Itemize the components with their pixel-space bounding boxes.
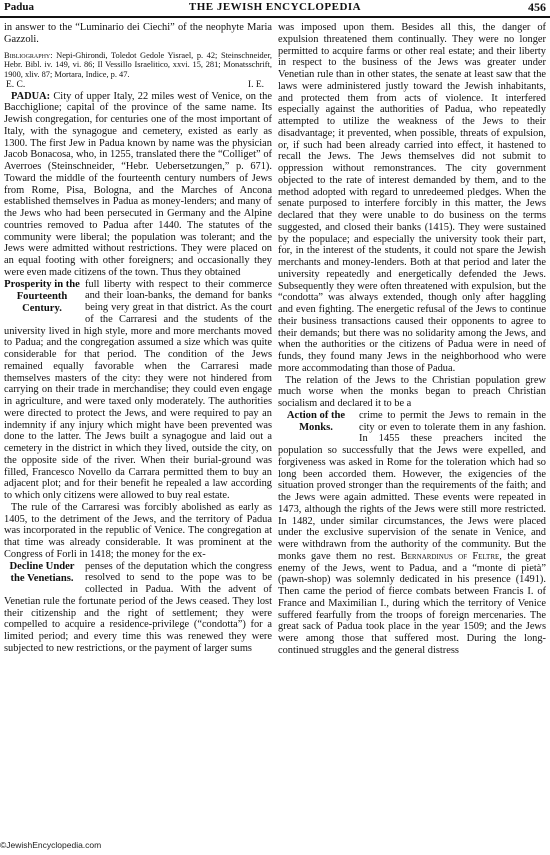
- paragraph-text: crime to permit the Jews to remain in the city or even to tolerate them in any fashion. In 1455 these preachers incited the population so successfully that the Jews were expelled, and forgiveness was asked in Rome for the toleration which had so long been accorded them. However, the exigencies of the situation proved stronger than the requirements of the faith; and the Jews were again admitted. These events were repeated in 1473, although the rights of the Jews were still more restricted. In 1482, under similar circumstances, the Jews were placed under the exclusive supervision of the senate in Venice, and were withdrawn from the authority of the community. But the monks gave them no rest.: [278, 409, 546, 562]
- signature-right: I. E.: [247, 79, 264, 90]
- bibliography-label: Bibliography:: [4, 50, 53, 60]
- header-rule: [0, 16, 550, 18]
- article-headword: PADUA:: [11, 90, 51, 102]
- header-article-name: Padua: [4, 1, 34, 13]
- article-paragraph: [4, 279, 272, 502]
- article-paragraph: was imposed upon them. Besides all this, the danger of expulsion threatened them continually. They were no longer permitted to acquire farms or other real estate; and their liberty in respect to the business of the Jews was greater under Venetian rule than in other states, the senate at least saw that the laws were administered justly toward the Jewish inhabitants, and protected them from acts of violence. It interfered especially against the authorities of Padua, who repeatedly attempted to utilize the weakness of the Jews to their disadvantage; it prevented, when possible, threats of expulsion, or, if such had been already carried into effect, it hastened to recall the Jews. The Jews themselves did not submit to oppression without remonstrances. The city government objected to the rate of interest demanded by them, and to the method adopted with regard to unredeemed pledges. When the senate purposed to interfere forcibly in this matter, the Jews declared that they were unable to do business on the terms suggested, and closed their banks (1415). They were sustained by the populace; and especially the university took their part, for, in the interest of the students, it could not spare the Jewish merchants and money-lenders. Both at that period and later the university repeatedly and energetically defended the Jews. Subsequently they were often threatened with expulsion, but the “condotta” was always extended, though only after haggling and even fighting. The energetic refusal of the Jews to continue their business transactions caused their opponents to agree to their demands; but there was no solidarity among the Jews, and when the authorities or the citizens of Padua were in need of funds, they found many Jews in the neighborhood who were more accommodating than those of Padua.: [278, 22, 546, 374]
- article-paragraph: The rule of the Carraresi was forcibly abolished as early as 1405, to the detriment of the Jews, and the territory of Padua was incorporated in the republic of Venice. The congregation at that time was already considerable. It was prominent at the Congress of Forli in 1418; the money for the ex-: [4, 501, 272, 560]
- header-title: THE JEWISH ENCYCLOPEDIA: [188, 1, 362, 13]
- copyright-footer: ©JewishEncyclopedia.com: [0, 840, 102, 850]
- article-paragraph: [4, 91, 272, 279]
- paragraph-text: full liberty with respect to their commerce and their loan-banks, the demand for banks being very great in that district. As the court of the Carraresi and the students of the university lived in high style, more and more merchants moved to Padua; and the congregation assumed a size which was quite considerable for that period. The condition of the Jews remained equally favorable when the Carraresi made themselves masters of the city: they were not hindered from carrying on their trade in merchandise; they could even engage in agriculture, and were taxed only moderately. The authorities were directed to protect the Jews, and were required to pay an indemnity if any injury which might have been prevented was done to the latter. The Jews built a synagogue and laid out a cemetery in the district in which they lived, outside the city, on the opposite side of the river. When their burial-ground was filled, Francesco Novello da Carrara permitted them to buy an adjacent plot; and for their benefit he repealed a law according to which only citizens were allowed to buy real estate.: [4, 278, 272, 502]
- sidenote-prosperity: Prosperity in the Fourteenth Century.: [4, 278, 80, 314]
- left-column: [4, 22, 272, 655]
- running-header: [4, 0, 546, 15]
- intro-text: in answer to the “Luminario dei Ciechi” of the neophyte Maria Gazzoli.: [4, 22, 272, 45]
- paragraph-text: City of upper Italy, 22 miles west of Venice, on the Bacchiglione; capital of the province of the same name. Its Jewish congregation, for centuries one of the most important of Italy, with the synagogue and cemetery, existed as early as 1300. The first Jew in Padua known by name was the physician Jacob Bonacosa, who, in 1255, translated there the “Colliget” of Averroes (Steinschneider, “Hebr. Uebersetzungen,” p. 671). Toward the middle of the fourteenth century numbers of Jews from Rome, Pisa, Bologna, and the Marches of Ancona established themselves in Padua as money-lenders; and many of the Jews who had been persecuted in Germany and the Alpine countries removed to Padua after 1440. The statutes of the community were liberal; the population was tolerant; and the Jews were admitted without restrictions. They were placed on an equal footing with other foreigners; and occasionally they were even made citizens of the town. Thus they obtained: [4, 90, 272, 278]
- person-name: Bernardinus of Feltre,: [400, 550, 502, 562]
- right-column: [278, 22, 546, 657]
- article-paragraph: The relation of the Jews to the Christian population grew much worse when the monks began to preach Christian socialism and declared it to be a: [278, 374, 546, 409]
- article-paragraph: [4, 561, 272, 655]
- article-paragraph: [278, 410, 546, 657]
- page-number: 456: [528, 0, 546, 14]
- bibliography: [4, 51, 272, 80]
- author-signature: [4, 80, 272, 91]
- sidenote-decline: Decline Under the Venetians.: [9, 560, 75, 584]
- paragraph-text: penses of the deputation which the congress resolved to send to the pope was to be collected in Padua. With the advent of Venetian rule the fortunate period of the Jews ceased. They lost their citizenship and the right of settlement; they were compelled to acquire a residence-privilege (“condotta”) for a limited period; and every time this was renewed they were subjected to new restrictions, or the payment of larger sums: [4, 560, 272, 654]
- signature-left: E. C.: [6, 79, 26, 90]
- sidenote-monks: Action of the Monks.: [286, 409, 346, 433]
- paragraph-text: the great enemy of the Jews, went to Padua, and a “monte di pietà” (pawn-shop) was solemnly dedicated in his presence (1491). Then came the period of fierce combats between Francis I. of France and Maximilian I., during which the territory of Venice suffered fearfully from the troops of foreign mercenaries. The great sack of Padua took place in the year 1509; and the Jews were among those that suffered most. During the long-continued struggles and the general distress: [278, 550, 546, 656]
- bibliography-text: Nepi-Ghirondi, Toledot Gedole Yisrael, p. 42; Steinschneider, Hebr. Bibl. iv. 149, vi. 86; Il Vessillo Israelitico, xxvi. 15, 281; Monatsschrift, 1900, xliv. 87; Mortara, Indice, p. 47.: [4, 50, 273, 79]
